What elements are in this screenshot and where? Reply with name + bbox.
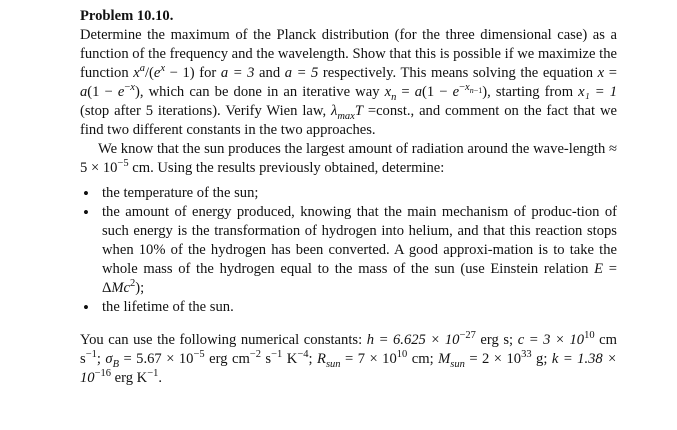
- problem-statement: Determine the maximum of the Planck distribution (for the three dimensional case) as a function of the frequency and the wavelength. Show that this is possible if we maximize the function $x^a/(e^x - 1)$ for a = 3 and a = 5 respectively. This means solving the equation $x = a(1 - e^{-x})$, which can be done in an iterative way $x_n = a(1 - e^{-x_{n-1}})$, starting from x₁ = 1 (stop after 5 iterations). Verify Wien law, $\lambda_{max}T$ =const., and comment on the fact that we find two different constants in the two approaches.: [80, 27, 618, 138]
- list-item: • the amount of energy produced, knowing that the main mechanism of produc-tion of such energy is the transformation of hydrogen into helium, and that this reaction stops when 10% of the hydrogen has been converted. A good approxi-mation is to take the whole mass of the hydrogen equal to the mass of the sun (use Einstein relation E = ΔMc$^2$);: [102, 203, 617, 298]
- list-item: • the temperature of the sun;: [102, 184, 617, 203]
- math-equation: $x = a(1 - e^{-x})$: [80, 65, 617, 100]
- math-einstein: E = ΔMc$^2$: [102, 261, 617, 296]
- math-iteration: $x_n = a(1 - e^{-x_{n-1}})$: [384, 82, 488, 103]
- math-a3: a = 3: [220, 65, 255, 81]
- math-function: $x^a/(e^x - 1)$: [133, 63, 195, 81]
- task-list: [80, 184, 617, 317]
- constants-paragraph: You can use the following numerical constants: $h = 6.625 \times 10^{-27}$ erg s; $c = 3 \times 10^{10}$ cm $s^{-1}$; $\sigma_B = 5.67 \times 10^{-5}$ erg $cm^{-2}$ $s^{-1}$ $K^{-4}$; $R_{sun} = 7 \times 10^{10}$ cm; $M_{sun} = 2 \times 10^{33}$ g; $k = 1.38 \times 10^{-16}$ erg $K^{-1}$.: [80, 330, 618, 386]
- math-wavelength: ≈ $5 \times 10^{-5}$: [80, 141, 617, 176]
- sun-paragraph: We know that the sun produces the largest amount of radiation around the wave-length ≈ $5 \times 10^{-5}$ cm. Using the results previously obtained, determine:: [80, 141, 617, 176]
- problem-title: Problem 10.10.: [80, 8, 174, 24]
- math-wien: $\lambda_{max}T$: [331, 103, 363, 122]
- math-a5: a = 5: [284, 65, 319, 81]
- math-x1: x₁ = 1: [578, 84, 618, 100]
- list-item: • the lifetime of the sun.: [102, 298, 617, 317]
